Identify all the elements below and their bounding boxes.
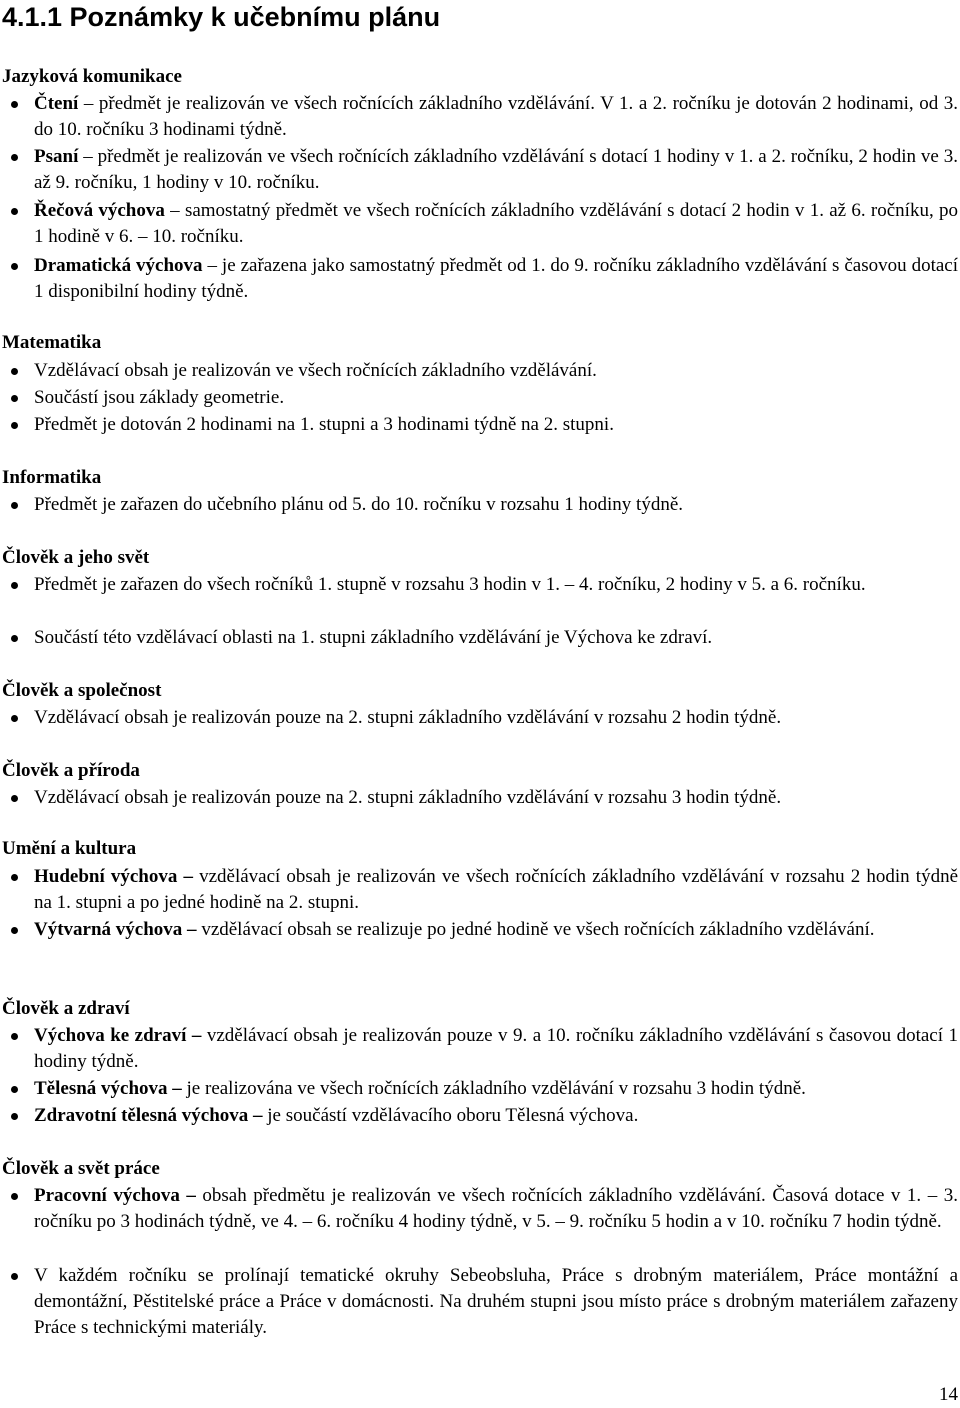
bullet-icon [11,263,18,270]
item-text: Vzdělávací obsah je realizován ve všech ročnících základního vzdělávání. [34,360,597,381]
bullet-icon [11,927,18,934]
list-item [34,625,958,651]
section-heading-matematika: Matematika [2,332,102,353]
item-text: Předmět je dotován 2 hodinami na 1. stupni a 3 hodinami týdně na 2. stupni. [34,414,614,435]
section-heading-informatika: Informatika [2,467,102,488]
list-item [34,1103,958,1129]
item-text: Vzdělávací obsah je realizován pouze na 2. stupni základního vzdělávání v rozsahu 2 hodin týdně. [34,707,782,728]
bullet-icon [11,1193,18,1200]
bullet-icon [11,154,18,161]
list-item [34,358,958,384]
bullet-icon [11,1033,18,1040]
item-text: – je zařazena jako samostatný předmět od 1. do 9. ročníku základního vzdělávání s časovou dotací 1 disponibilní hodiny týdně. [34,255,959,302]
section-heading-jazykova-komunikace: Jazyková komunikace [2,66,182,87]
item-text: vzdělávací obsah se realizuje po jedné hodině ve všech ročnících základního vzdělávání. [196,919,875,940]
item-bold: Výtvarná výchova – [34,919,197,940]
list-item [34,253,958,305]
item-text: Vzdělávací obsah je realizován pouze na 2. stupni základního vzdělávání v rozsahu 3 hodin týdně. [34,787,782,808]
item-bold: Hudební výchova – [34,866,193,887]
item-text: V každém ročníku se prolínají tematické okruhy Sebeobsluha, Práce s drobným materiálem, Práce montážní a demontážní, Pěstitelské práce a Práce v domácnosti. Na druhém stupni jsou místo práce s drobným materiálem zařazeny Práce s technickými materiály. [34,1265,958,1338]
bullet-icon [11,368,18,375]
bullet-icon [11,635,18,642]
list-item [34,1023,958,1075]
list-item [34,1076,958,1102]
item-text: – předmět je realizován ve všech ročnících základního vzdělávání s dotací 1 hodiny v 1. a 2. ročníku, 2 hodin ve 3. až 9. ročníku, 1 hodiny v 10. ročníku. [34,146,958,193]
list-item [34,1263,958,1341]
item-text: – samostatný předmět ve všech ročnících základního vzdělávání s dotací 2 hodin v 1. až 6. ročníku, po 1 hodině v 6. – 10. ročníku. [34,200,958,247]
item-text: Součástí jsou základy geometrie. [34,387,285,408]
item-text: obsah předmětu je realizován ve všech ročnících základního vzdělávání. Časová dotace v 1. – 3. ročníku po 3 hodinách týdně, ve 4. – 6. ročníku 4 hodiny týdně, v 5. – 9. ročníku 5 hodin a v 10. ročníku 7 hodin týdně. [34,1185,958,1232]
item-bold: Čtení [34,93,79,114]
list-item [34,198,958,250]
section-heading-clovek-a-zdravi: Člověk a zdraví [2,998,130,1019]
bullet-icon [11,395,18,402]
bullet-icon [11,795,18,802]
list-item [34,91,958,143]
item-text: vzdělávací obsah je realizován pouze v 9. a 10. ročníku základního vzdělávání s časovou dotací 1 hodiny týdně. [34,1025,958,1072]
item-text: – předmět je realizován ve všech ročnících základního vzdělávání. V 1. a 2. ročníku je dotován 2 hodinami, od 3. do 10. ročníku 3 hodinami týdně. [34,93,958,140]
page-title: 4.1.1 Poznámky k učebnímu plánu [2,2,441,32]
bullet-icon [11,1273,18,1280]
item-bold: Zdravotní tělesná výchova – [34,1105,263,1126]
list-item [34,864,958,916]
section-heading-clovek-a-spolecnost: Člověk a společnost [2,680,162,701]
item-text: vzdělávací obsah je realizován ve všech ročnících základního vzdělávání v rozsahu 2 hodin týdně na 1. stupni a po jedné hodině na 2. stupni. [34,866,958,913]
bullet-icon [11,101,18,108]
item-bold: Dramatická výchova [34,255,203,276]
section-heading-umeni-a-kultura: Umění a kultura [2,838,137,859]
item-bold: Výchova ke zdraví – [34,1025,202,1046]
bullet-icon [11,582,18,589]
bullet-icon [11,1113,18,1120]
item-text: Součástí této vzdělávací oblasti na 1. stupni základního vzdělávání je Výchova ke zdraví. [34,627,713,648]
item-text: Předmět je zařazen do učebního plánu od 5. do 10. ročníku v rozsahu 1 hodiny týdně. [34,494,683,515]
section-heading-clovek-a-jeho-svet: Člověk a jeho svět [2,547,150,568]
item-text: je realizována ve všech ročnících základního vzdělávání v rozsahu 3 hodin týdně. [181,1078,806,1099]
list-item [34,412,958,438]
item-bold: Řečová výchova [34,200,165,221]
item-bold: Tělesná výchova – [34,1078,182,1099]
item-text: je součástí vzdělávacího oboru Tělesná výchova. [262,1105,639,1126]
list-item [34,785,958,811]
bullet-icon [11,715,18,722]
list-item [34,705,958,731]
bullet-icon [11,1086,18,1093]
list-item [34,492,958,518]
section-heading-clovek-a-svet-prace: Člověk a svět práce [2,1158,160,1179]
list-item [34,917,958,943]
list-item [34,385,958,411]
page-number: 14 [939,1384,958,1405]
bullet-icon [11,502,18,509]
list-item [34,572,958,598]
item-bold: Pracovní výchova – [34,1185,196,1206]
bullet-icon [11,874,18,881]
item-bold: Psaní [34,146,79,167]
bullet-icon [11,422,18,429]
list-item [34,144,958,196]
section-heading-clovek-a-priroda: Člověk a příroda [2,760,140,781]
bullet-icon [11,208,18,215]
list-item [34,1183,958,1235]
item-text: Předmět je zařazen do všech ročníků 1. stupně v rozsahu 3 hodin v 1. – 4. ročníku, 2 hodiny v 5. a 6. ročníku. [34,574,866,595]
